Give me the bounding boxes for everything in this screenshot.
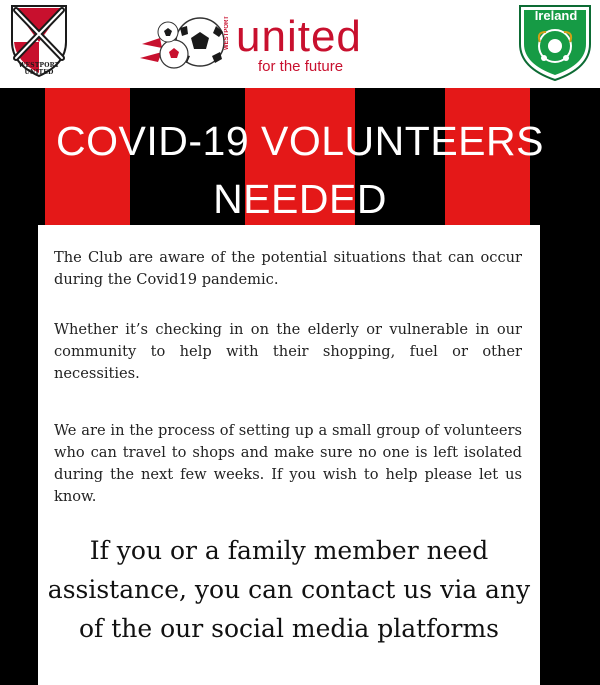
banner-title (0, 112, 600, 228)
notice-paragraph-2: Whether it’s checking in on the elderly or vulnerable in our community to help with their shopping, fuel or other necessities. (54, 321, 522, 382)
united-wordmark: united (236, 12, 362, 61)
ireland-crest-text: Ireland (534, 8, 578, 23)
united-tagline: for the future (258, 58, 344, 75)
united-small-text: WESTPORT (224, 16, 230, 50)
football-cluster-icon (140, 14, 232, 76)
united-logo (140, 10, 420, 80)
contact-callout: If you or a family member need assistance, you can contact us via any of the our social media platforms (47, 536, 531, 643)
banner-title-line1: COVID-19 VOLUNTEERS (56, 118, 544, 164)
crest-caption: WESTPORT UNITED (18, 62, 60, 76)
notice-card (38, 225, 540, 685)
logo-header (0, 0, 600, 88)
notice-paragraph-1: The Club are aware of the potential situations that can occur during the Covid19 pandemic. (54, 249, 522, 288)
notice-paragraph-3: We are in the process of setting up a small group of volunteers who can travel to shops and make sure no one is left isolated during the next few weeks. If you wish to help please let us know. (54, 422, 522, 505)
banner-title-line2: NEEDED (213, 176, 387, 222)
